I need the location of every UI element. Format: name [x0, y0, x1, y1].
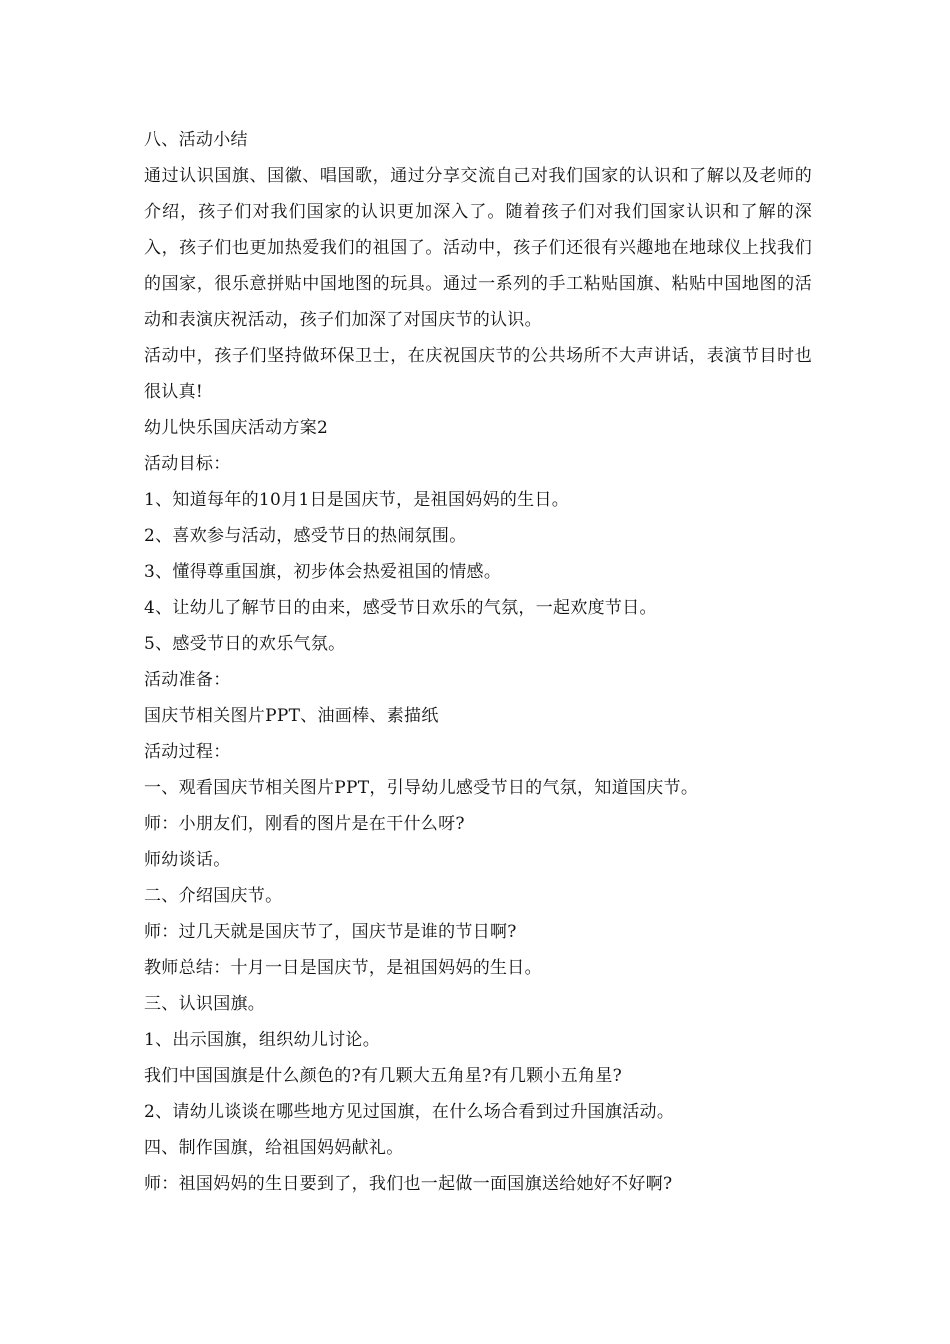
dialogue-line: 教师总结：十月一日是国庆节，是祖国妈妈的生日。	[144, 958, 542, 978]
summary-paragraph: 通过认识国旗、国徽、唱国歌，通过分享交流自己对我们国家的认识和了解以及老师的介绍，孩子们对我们国家的认识更加深入了。随着孩子们对我们国家认识和了解的深入，孩子们也更加热爱我们的祖国了。活动中，孩子们还很有兴趣地在地球仪上找我们的国家，很乐意拼贴中国地图的玩具。通过一系列的手工粘贴国旗、粘贴中国地图的活动和表演庆祝活动，孩子们加深了对国庆节的认识。	[144, 166, 812, 330]
section-heading: 活动过程：	[144, 742, 231, 762]
section-heading: 八、活动小结	[144, 130, 248, 150]
goal-item: 4、让幼儿了解节日的由来，感受节日欢乐的气氛，一起欢度节日。	[144, 598, 657, 618]
goal-item: 5、感受节日的欢乐气氛。	[144, 634, 346, 654]
dialogue-line: 师：祖国妈妈的生日要到了，我们也一起做一面国旗送给她好不好啊?	[144, 1174, 673, 1194]
process-step: 四、制作国旗，给祖国妈妈献礼。	[144, 1138, 404, 1158]
goal-item: 2、喜欢参与活动，感受节日的热闹氛围。	[144, 526, 467, 546]
dialogue-line: 师：小朋友们，刚看的图片是在干什么呀?	[144, 814, 465, 834]
process-substep: 1、出示国旗，组织幼儿讨论。	[144, 1030, 381, 1050]
process-step: 三、认识国旗。	[144, 994, 266, 1014]
goal-item: 3、懂得尊重国旗，初步体会热爱祖国的情感。	[144, 562, 502, 582]
plan-title: 幼儿快乐国庆活动方案2	[144, 418, 329, 438]
section-heading: 活动准备：	[144, 670, 231, 690]
process-text: 我们中国国旗是什么颜色的?有几颗大五角星?有几颗小五角星?	[144, 1066, 623, 1086]
preparation-text: 国庆节相关图片PPT、油画棒、素描纸	[144, 706, 439, 726]
process-substep: 2、请幼儿谈谈在哪些地方见过国旗，在什么场合看到过升国旗活动。	[144, 1102, 675, 1122]
process-step: 一、观看国庆节相关图片PPT，引导幼儿感受节日的气氛，知道国庆节。	[144, 778, 699, 798]
process-text: 师幼谈话。	[144, 850, 231, 870]
process-step: 二、介绍国庆节。	[144, 886, 283, 906]
section-heading: 活动目标：	[144, 454, 231, 474]
summary-paragraph: 活动中，孩子们坚持做环保卫士，在庆祝国庆节的公共场所不大声讲话，表演节目时也很认真!	[144, 346, 812, 402]
dialogue-line: 师：过几天就是国庆节了，国庆节是谁的节日啊?	[144, 922, 517, 942]
document-page	[144, 122, 812, 1202]
goal-item: 1、知道每年的10月1日是国庆节，是祖国妈妈的生日。	[144, 490, 570, 510]
